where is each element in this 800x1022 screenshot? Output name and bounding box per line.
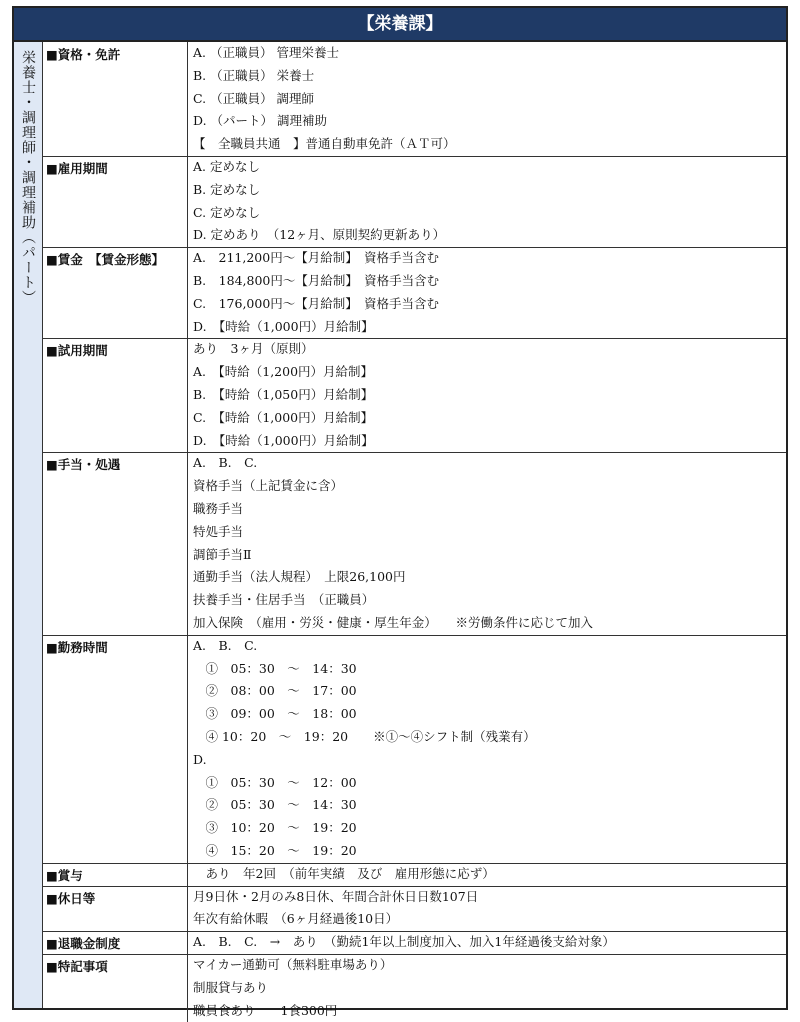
content-line: 職員食あり 1食300円 [193,1002,338,1018]
table-row [43,635,786,864]
document-frame [12,6,788,1018]
content-line: 特処手当 [193,523,244,539]
content-line: マイカー通勤可（無料駐車場あり） [193,957,393,972]
row-label: ■賞与 [43,863,188,886]
content-line: 月9日休・2月のみ8日休、年間合計休日日数107日 [193,888,479,904]
content-line: B. 【時給（1,050円）月給制】 [193,386,374,402]
row-label: ■休日等 [43,886,188,932]
content-line: A. 211,200円～【月給制】 資格手当含む [193,250,439,266]
content-line: A. 定めなし [193,159,260,174]
row-label: ■資格・免許 [43,42,188,156]
content-line: 調節手当Ⅱ [193,546,252,562]
content-line: ③ 10：20 ～ 19：20 [193,820,357,836]
table-row [43,156,786,248]
content-line: 【 全職員共通 】普通自動車免許（ＡＴ可） [193,136,456,152]
content-line: 加入保険 （雇用・労災・健康・厚生年金） ※労働条件に応じて加入 [193,614,594,630]
row-content [193,863,782,886]
content-line: B. 184,800円～【月給制】 資格手当含む [193,272,440,288]
content-line: A. （正職員） 管理栄養士 [193,45,339,60]
row-content [193,42,782,156]
row-label: ■賃金 【賃金形態】 [43,247,188,338]
content-line: 扶養手当・住居手当 （正職員） [193,592,375,608]
content-line: ② 08：00 ～ 17：00 [193,683,357,699]
table-row [43,863,786,887]
row-content [193,452,782,634]
table-row [43,247,786,339]
table-row [43,886,786,933]
content-line: ① 05：30 ～ 12：00 [193,774,357,790]
row-label: ■勤務時間 [43,635,188,863]
content-line: D. （パート） 調理補助 [193,113,327,129]
info-table [43,42,786,1018]
content-line: A. B. C. [193,455,258,471]
content-line: A. B. C. [193,637,258,653]
content-line: 職務手当 [193,500,244,516]
content-line: ① 05：30 ～ 14：30 [193,660,357,676]
row-content [193,954,782,1022]
row-label: ■雇用期間 [43,156,188,247]
row-label: ■試用期間 [43,338,188,452]
row-content [193,635,782,863]
row-content [193,247,782,338]
content-line: ④ 10：20 ～ 19：20 ※①～④シフト制（残業有） [193,728,536,744]
table-row [43,338,786,453]
content-line: ② 05：30 ～ 14：30 [193,797,357,813]
content-line: A. 【時給（1,200円）月給制】 [193,364,374,380]
content-line: 制服貸与あり [193,979,269,995]
row-content [193,156,782,247]
table-row [43,42,786,157]
content-line: 年次有給休暇 （6ヶ月経過後10日） [193,911,399,927]
content-line: あり 3ヶ月（原則） [193,341,314,357]
content-line: あり 年2回 （前年実績 及び 雇用形態に応ず） [193,865,495,881]
content-line: ④ 15：20 ～ 19：20 [193,842,357,858]
row-label: ■退職金制度 [43,931,188,954]
content-line: D. 定めあり （12ヶ月、原則契約更新あり） [193,227,446,243]
table-row [43,931,786,955]
table-row [43,452,786,635]
content-line: D. 【時給（1,000円）月給制】 [193,432,374,448]
content-line: C. 176,000円～【月給制】 資格手当含む [193,295,440,311]
content-line: D. [193,751,207,767]
content-line: C. （正職員） 調理師 [193,90,315,106]
content-line: D. 【時給（1,000円）月給制】 [193,318,374,334]
content-line: A. B. C. → あり （勤続1年以上制度加入、加入1年経過後支給対象） [193,934,615,950]
row-label: ■特記事項 [43,954,188,1022]
content-line: C. 【時給（1,000円）月給制】 [193,409,374,425]
content-line: ③ 09：00 ～ 18：00 [193,706,357,722]
table-row [43,954,786,1022]
row-content [193,886,782,932]
content-line: 通勤手当（法人規程） 上限26,100円 [193,569,406,585]
row-content [193,338,782,452]
side-label: 栄養士・調理師・調理補助（パート） [20,50,36,305]
content-line: C. 定めなし [193,204,261,220]
content-line: 資格手当（上記賃金に含） [193,478,344,494]
side-label-column [14,42,43,1008]
content-line: B. 定めなし [193,181,261,197]
content-line: B. （正職員） 栄養士 [193,67,315,83]
section-title: 【栄養課】 [14,8,786,42]
row-label: ■手当・処遇 [43,452,188,634]
row-content [193,931,782,954]
